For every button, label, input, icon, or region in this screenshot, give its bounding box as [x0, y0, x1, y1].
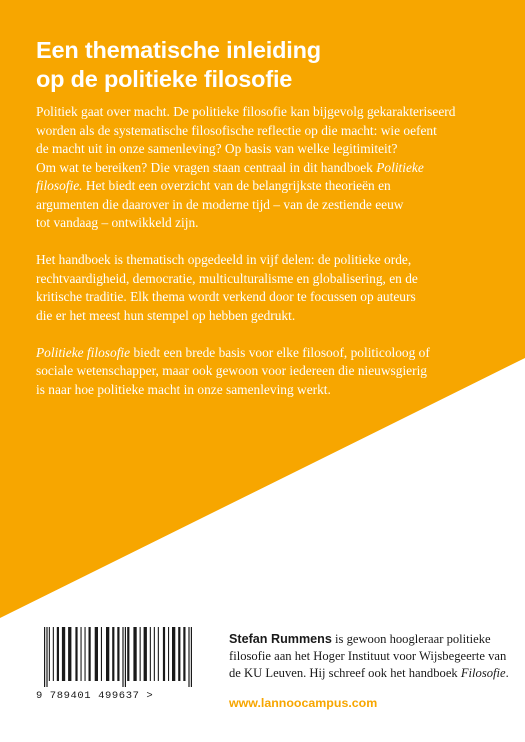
barcode-bar	[101, 627, 102, 681]
blurb-line: die er het meest hun stempel op hebben gedrukt.	[36, 307, 296, 323]
barcode-bar	[183, 627, 185, 681]
blurb-text: biedt een brede basis voor elke filosoof, politicoloog of	[130, 344, 430, 360]
blurb-line: sociale wetenschapper, maar ook gewoon voor iedereen die nieuwsgierig	[36, 363, 427, 378]
barcode-bar	[81, 627, 82, 681]
publisher-website-link[interactable]: www.lannoocampus.com	[229, 696, 378, 710]
barcode-bar	[150, 627, 151, 681]
barcode-bar	[140, 627, 141, 681]
author-bio-line	[229, 665, 509, 682]
blurb-line: Het handboek is thematisch opgedeeld in vijf delen: de politieke orde,	[36, 252, 412, 267]
blurb-line: rechtvaardigheid, democratie, multiculturalisme en globalisering, en de	[36, 270, 418, 286]
blurb-paragraph-1	[36, 103, 506, 233]
barcode-bar	[188, 627, 189, 687]
barcode-bar	[117, 627, 119, 681]
barcode-bar	[127, 627, 129, 681]
barcode-bar	[154, 627, 155, 681]
barcode-bar	[49, 627, 50, 681]
barcode-bar	[53, 627, 54, 681]
barcode-bar	[85, 627, 86, 681]
barcode-bar	[178, 627, 180, 681]
book-title-italic: Politieke filosofie	[36, 344, 131, 360]
book-title-italic: filosofie.	[36, 178, 83, 193]
barcode-bar	[68, 627, 71, 681]
blurb-line: Politiek gaat over macht. De politieke filosofie kan bijgevolg gekarakteriseerd	[36, 104, 456, 119]
barcode-bar	[62, 627, 65, 681]
author-bio-text: de KU Leuven. Hij schreef ook het handboek	[229, 666, 461, 680]
title-line-2: op de politieke filosofie	[36, 66, 293, 92]
barcode-bars	[36, 627, 196, 687]
author-bio-text: .	[505, 666, 509, 680]
barcode-bar	[106, 627, 109, 681]
blurb-line	[36, 177, 506, 196]
blurb-line	[36, 344, 506, 363]
barcode-bar	[191, 627, 192, 687]
barcode-bar	[144, 627, 147, 681]
blurb-paragraph-3	[36, 344, 506, 400]
blurb-line: is naar hoe politieke macht in onze samenleving werkt.	[36, 381, 331, 397]
blurb-line: argumenten die daarover in de moderne tijd – van de zestiende eeuw	[36, 196, 404, 212]
book-title-italic: Filosofie	[460, 666, 506, 680]
blurb-line	[36, 159, 506, 178]
barcode-digits: 9 789401 499637 >	[36, 690, 154, 702]
cover-title	[36, 36, 476, 94]
blurb-paragraph-2	[36, 251, 506, 325]
barcode-bar	[125, 627, 126, 687]
author-bio-line: filosofie aan het Hoger Instituut voor Wijsbegeerte van	[229, 649, 507, 663]
blurb-line: tot vandaag – ontwikkeld zijn.	[36, 215, 199, 230]
barcode-bar	[122, 627, 123, 687]
book-title-italic: Politieke	[376, 159, 424, 175]
blurb-text: Het biedt een overzicht van de belangrijkste theorieën en	[82, 178, 391, 193]
barcode-bar	[75, 627, 77, 681]
blurb-line: worden als de systematische filosofische reflectie op die macht: wie oefent	[36, 122, 437, 138]
barcode-bar	[95, 627, 98, 681]
blurb-text: Om wat te bereiken? Die vragen staan centraal in dit handboek	[36, 159, 377, 175]
author-name: Stefan Rummens	[229, 632, 332, 646]
title-line-1: Een thematische inleiding	[36, 37, 321, 63]
barcode-bar	[46, 627, 47, 687]
barcode-bar	[57, 627, 59, 681]
author-bio	[229, 631, 509, 682]
barcode-bar	[112, 627, 114, 681]
blurb	[36, 103, 506, 418]
barcode-bar	[163, 627, 165, 681]
barcode-bar	[133, 627, 136, 681]
barcode-bar	[172, 627, 175, 681]
blurb-line: de macht uit in onze samenleving? Op basis van welke legitimiteit?	[36, 141, 398, 156]
blurb-line: kritische traditie. Elk thema wordt verkend door te focussen op auteurs	[36, 289, 416, 304]
barcode-bar	[168, 627, 169, 681]
barcode-bar	[158, 627, 159, 681]
author-bio-text: is gewoon hoogleraar politieke	[331, 632, 491, 646]
barcode-bar	[44, 627, 45, 687]
barcode-bar	[89, 627, 91, 681]
author-bio-line	[229, 631, 509, 648]
